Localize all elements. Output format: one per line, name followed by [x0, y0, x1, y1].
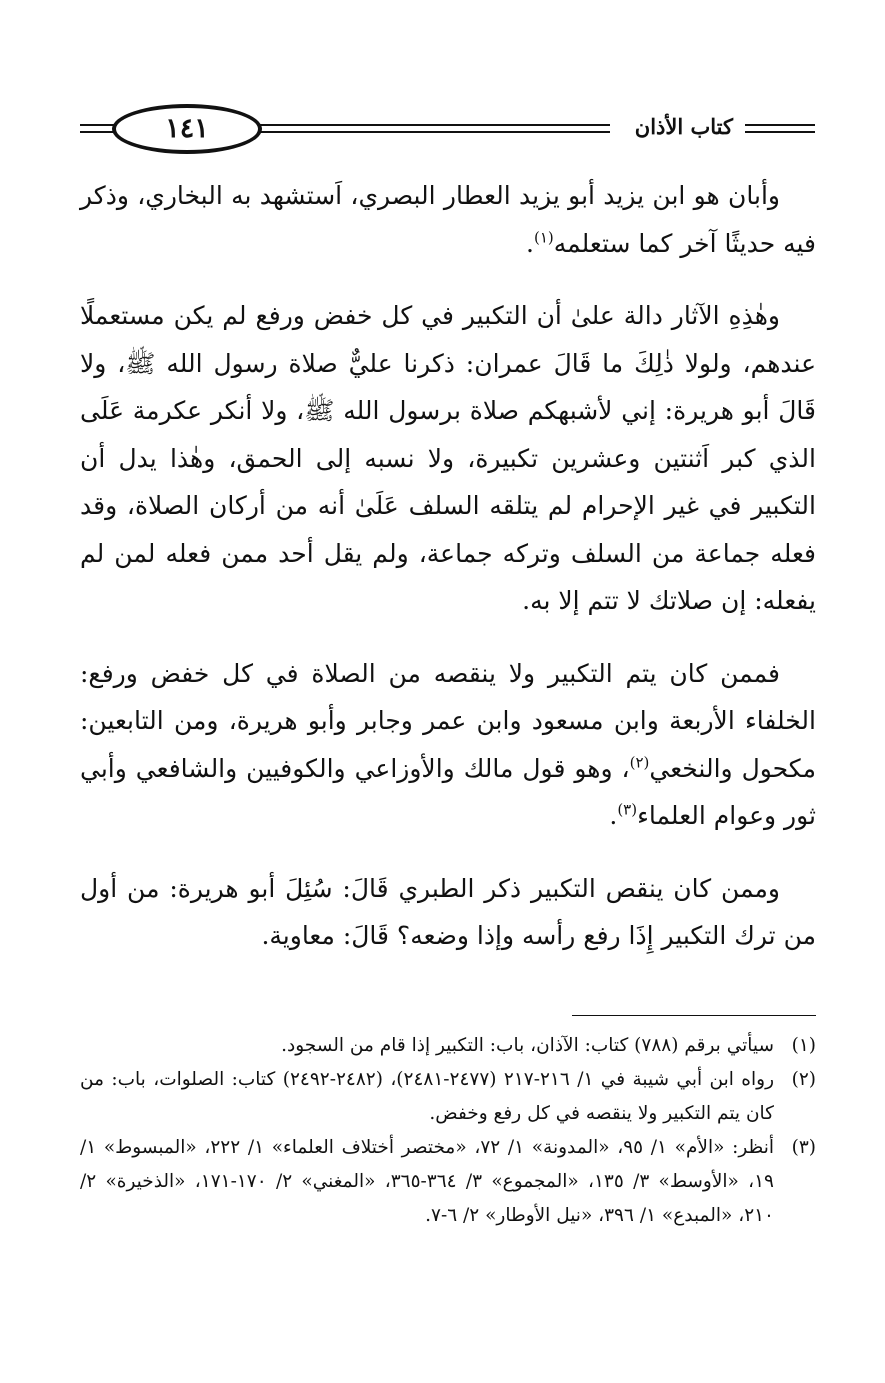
header-rule-right: [745, 124, 815, 126]
paragraph: وممن كان ينقص التكبير ذكر الطبري قَالَ: سُئِلَ أبو هريرة: من أول من ترك التكبير إِذَا رفع رأسه وإذا وضعه؟ قَالَ: معاوية.: [80, 873, 816, 950]
footnote-mark: (١): [791, 1035, 816, 1056]
page-header: [80, 100, 815, 160]
header-rule-right: [745, 131, 815, 133]
footnote-text: سيأتي برقم (٧٨٨) كتاب: الآذان، باب: التكبير إذا قام من السجود.: [281, 1035, 774, 1056]
footnote-text: رواه ابن أبي شيبة في ١/ ٢١٦-٢١٧ (٢٤٧٧-٢٤٨١)، (٢٤٨٢-٢٤٩٢) كتاب: الصلوات، باب: من كان يتم التكبير ولا ينقصه في كل رفع وخفض.: [80, 1069, 775, 1124]
header-rule-middle: [250, 131, 610, 133]
footnote: [80, 1063, 816, 1131]
header-rule-middle: [250, 124, 610, 126]
footnote-reference: (١): [533, 228, 554, 247]
footnote-mark: (٣): [791, 1137, 816, 1158]
paragraph: فممن كان يتم التكبير ولا ينقصه من الصلاة في كل خفض ورفع: الخلفاء الأربعة وابن مسعود وابن عمر وجابر وأبو هريرة، ومن التابعين: مكحول والنخعي$^{(٢)}$، وهو قول مالك والأوزاعي والكوفيين والشافعي وأبي ثور وعوام العلماء$^{(٣)}$.: [80, 658, 817, 830]
running-title: كتاب الأذان: [634, 114, 733, 139]
footnote-mark: (٢): [791, 1069, 816, 1090]
paragraph: وهٰذِهِ الآثار دالة علىٰ أن التكبير في كل خفض ورفع لم يكن مستعملًا عندهم، ولولا ذٰلِكَ ما قَالَ عمران: ذكرنا عليٌّ صلاة رسول الله ﷺ، ولا قَالَ أبو هريرة: إني لأشبهكم صلاة برسول الله ﷺ، ولا أنكر عكرمة عَلَى الذي كبر اَثنتين وعشرين تكبيرة، ولا نسبه إلى الحمق، وهٰذا يدل أن التكبير في غير الإحرام لم يتلقه السلف عَلَىٰ أنه من أركان الصلاة، وقد فعله جماعة من السلف وتركه جماعة، ولم يقل أحد ممن فعله لمن لم يفعله: إن صلاتك لا تتم إلا به.: [80, 301, 816, 615]
footnote: [80, 1029, 816, 1063]
footnote-separator: [572, 1015, 816, 1016]
main-text: [80, 172, 816, 985]
paragraph: وأبان هو ابن يزيد أبو يزيد العطار البصري، اَستشهد به البخاري، وذكر فيه حديثًا آخر كما ستعلمه$^{(١)}$.: [80, 181, 816, 258]
footnote-text: أنظر: «الأم» ١/ ٩٥، «المدونة» ١/ ٧٢، «مختصر أختلاف العلماء» ١/ ٢٢٢، «المبسوط» ١/ ١٩، «الأوسط» ٣/ ١٣٥، «المجموع» ٣/ ٣٦٤-٣٦٥، «المغني» ٢/ ١٧٠-١٧١، «الذخيرة» ٢/ ٢١٠، «المبدع» ١/ ٣٩٦، «نيل الأوطار» ٢/ ٦-٧.: [80, 1137, 775, 1226]
page-number: ١٤١: [112, 104, 262, 154]
footnote: [80, 1131, 816, 1233]
footnotes: [80, 1029, 816, 1233]
footnote-reference: (٢): [629, 753, 650, 772]
footnote-reference: (٣): [617, 800, 638, 819]
